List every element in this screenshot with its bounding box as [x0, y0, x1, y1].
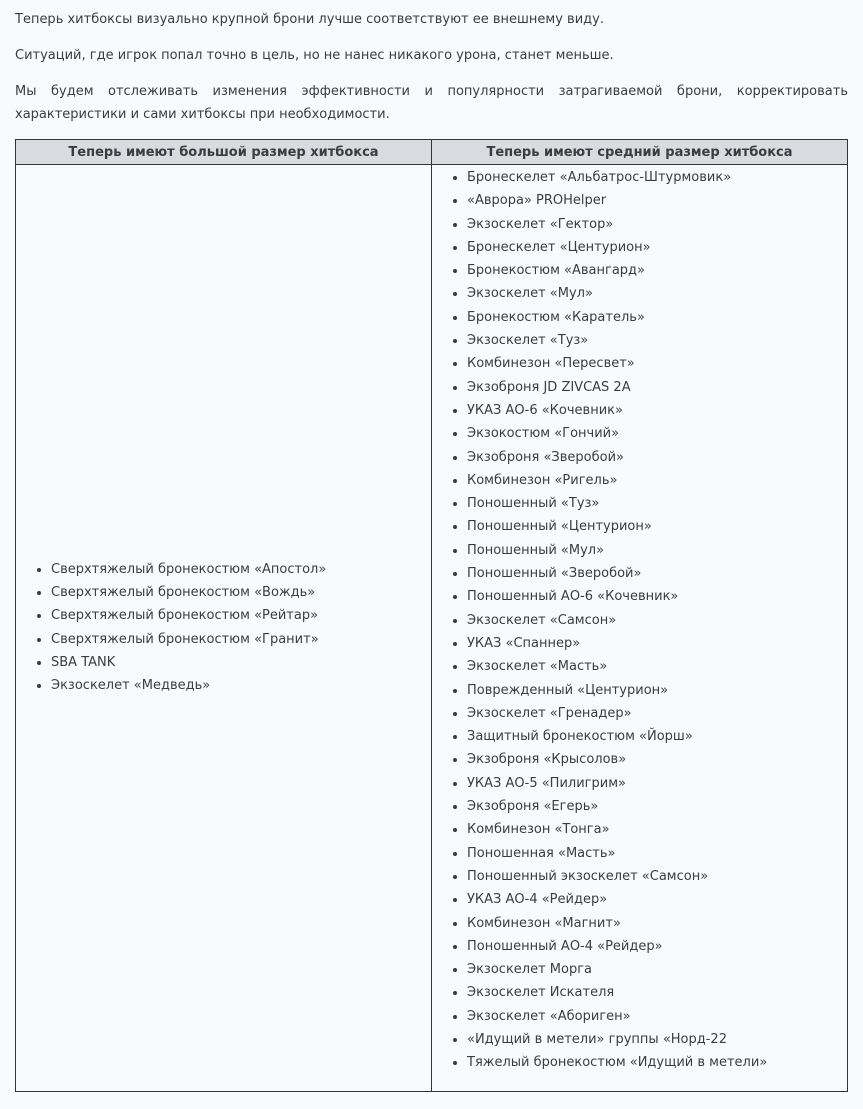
medium-hitbox-header: Теперь имеют средний размер хитбокса [432, 140, 848, 165]
list-item: • «Аврора» PROHelper [467, 189, 847, 212]
list-item: • Защитный бронекостюм «Йорш» [467, 725, 847, 748]
list-item: • Экзоброня JD ZIVCAS 2A [467, 376, 847, 399]
list-item: • Экзоброня «Егерь» [467, 795, 847, 818]
list-item: • Поношенный АО-6 «Кочевник» [467, 585, 847, 608]
list-item: • Экзоскелет «Туз» [467, 329, 847, 352]
list-item: • Поношенная «Масть» [467, 842, 847, 865]
list-item: • Бронескелет «Центурион» [467, 236, 847, 259]
list-item: • Экзоскелет «Масть» [467, 655, 847, 678]
list-item: • Комбинезон «Тонга» [467, 818, 847, 841]
list-item: • Комбинезон «Пересвет» [467, 352, 847, 375]
list-item: • Комбинезон «Ригель» [467, 469, 847, 492]
list-item: • Экзоброня «Зверобой» [467, 446, 847, 469]
medium-hitbox-cell [432, 165, 848, 1092]
list-item: • Экзоскелет «Мул» [467, 282, 847, 305]
list-item: • Поношенный «Мул» [467, 539, 847, 562]
medium-hitbox-list [432, 165, 847, 1091]
list-item: • Поношенный АО-4 «Рейдер» [467, 935, 847, 958]
large-hitbox-cell [16, 165, 432, 1092]
list-item: • Экзоскелет «Гренадер» [467, 702, 847, 725]
hitbox-table [15, 139, 848, 1092]
list-item: • Сверхтяжелый бронекостюм «Рейтар» [51, 604, 431, 627]
info-paragraph: Ситуаций, где игрок попал точно в цель, но не нанес никакого урона, станет меньше. [15, 48, 614, 63]
list-item: • УКАЗ АО-5 «Пилигрим» [467, 772, 847, 795]
list-item: • «Идущий в метели» группы «Норд-22 [467, 1028, 847, 1051]
list-item: • Поношенный «Зверобой» [467, 562, 847, 585]
list-item: • Бронескелет «Альбатрос-Штурмовик» [467, 166, 847, 189]
list-item: • Экзоскелет «Медведь» [51, 674, 431, 697]
list-item: • Комбинезон «Магнит» [467, 912, 847, 935]
list-item: • Тяжелый бронекостюм «Идущий в метели» [467, 1051, 847, 1074]
list-item: • УКАЗ АО-4 «Рейдер» [467, 888, 847, 911]
list-item: • Экзоскелет «Гектор» [467, 213, 847, 236]
note-paragraph: Мы будем отслеживать изменения эффективности и популярности затрагиваемой брони, корректировать характеристики и сами хитбоксы при необходимости. [15, 84, 848, 122]
list-item: • Бронекостюм «Авангард» [467, 259, 847, 282]
list-item: • Сверхтяжелый бронекостюм «Вождь» [51, 581, 431, 604]
list-item: • Поврежденный «Центурион» [467, 679, 847, 702]
large-hitbox-list [16, 558, 431, 698]
list-item: • УКАЗ «Спаннер» [467, 632, 847, 655]
list-item: • Сверхтяжелый бронекостюм «Гранит» [51, 628, 431, 651]
list-item: • Экзоскелет «Абориген» [467, 1005, 847, 1028]
list-item: • Сверхтяжелый бронекостюм «Апостол» [51, 558, 431, 581]
list-item: • Экзоброня «Крысолов» [467, 748, 847, 771]
table-header-row [16, 140, 848, 165]
list-item: • Экзоскелет «Самсон» [467, 609, 847, 632]
list-item: • Экзокостюм «Гончий» [467, 422, 847, 445]
list-item: • УКАЗ АО-6 «Кочевник» [467, 399, 847, 422]
article-content [15, 0, 848, 1092]
large-hitbox-header: Теперь имеют большой размер хитбокса [16, 140, 432, 165]
list-item: • Экзоскелет Морга [467, 958, 847, 981]
list-item: • SBA TANK [51, 651, 431, 674]
list-item: • Бронекостюм «Каратель» [467, 306, 847, 329]
intro-paragraph: Теперь хитбоксы визуально крупной брони лучше соответствуют ее внешнему виду. [15, 12, 604, 27]
list-item: • Поношенный экзоскелет «Самсон» [467, 865, 847, 888]
list-item: • Поношенный «Туз» [467, 492, 847, 515]
list-item: • Экзоскелет Искателя [467, 981, 847, 1004]
table-row [16, 165, 848, 1092]
list-item: • Поношенный «Центурион» [467, 515, 847, 538]
